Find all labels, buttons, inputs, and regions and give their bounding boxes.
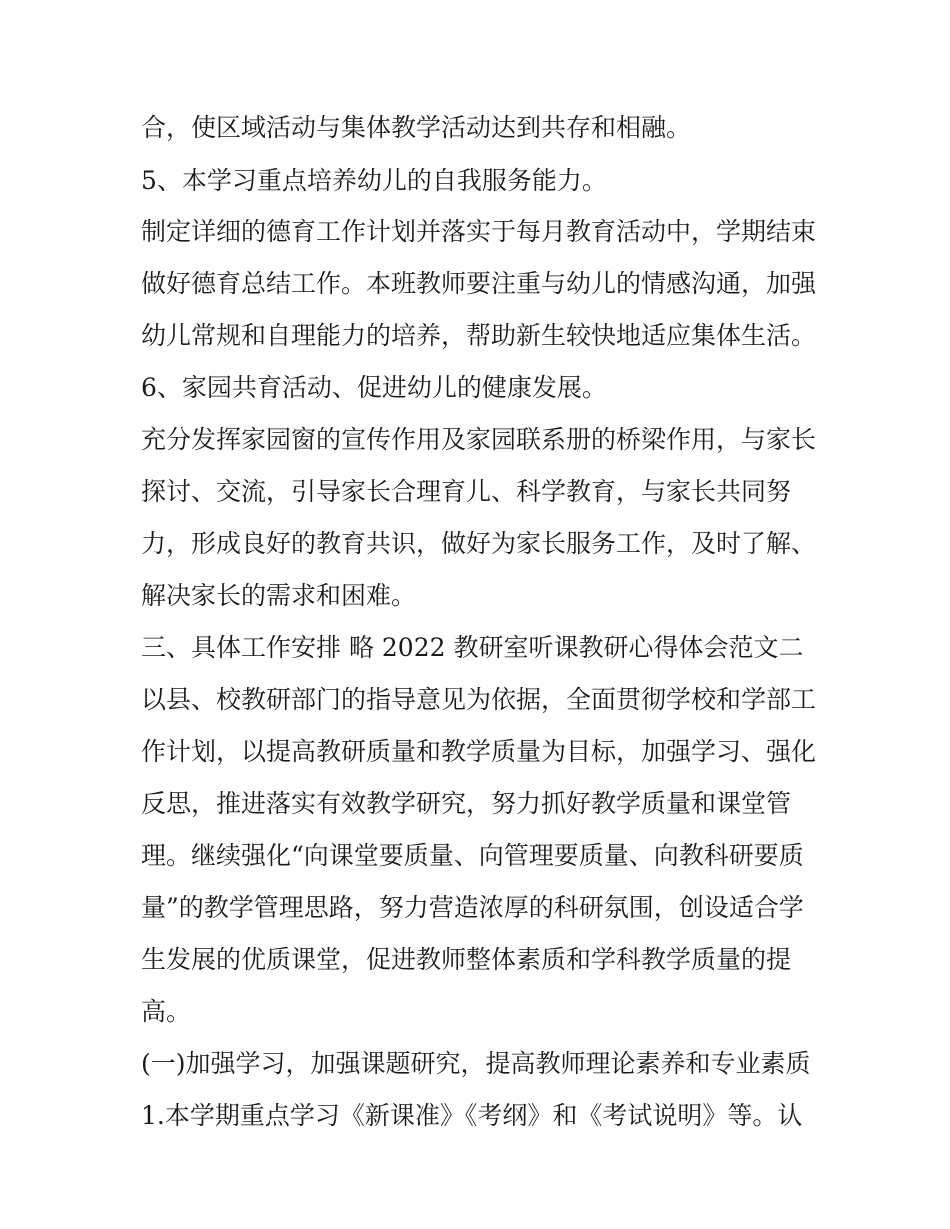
text-line: 制定详细的德育工作计划并落实于每月教育活动中，学期结束 — [141, 217, 817, 246]
text-line: 作计划，以提高教研质量和教学质量为目标，加强学习、强化 — [141, 737, 817, 766]
text-line: 量”的教学管理思路，努力营造浓厚的科研氛围，创设适合学 — [141, 893, 804, 922]
text-line: 做好德育总结工作。本班教师要注重与幼儿的情感沟通，加强 — [141, 269, 817, 298]
text-line: 高。 — [141, 997, 192, 1026]
text-line: 6、家园共育活动、促进幼儿的健康发展。 — [141, 373, 607, 402]
text-line: 生发展的优质课堂，促进教师整体素质和学科教学质量的提 — [141, 945, 792, 974]
text-line: 解决家长的需求和困难。 — [141, 581, 417, 610]
text-line: 1.本学期重点学习《新课准》《考纲》和《考试说明》等。认 — [141, 1101, 803, 1130]
text-line: 以县、校教研部门的指导意见为依据，全面贯彻学校和学部工 — [141, 685, 817, 714]
text-line: 幼儿常规和自理能力的培养，帮助新生较快地适应集体生活。 — [141, 321, 817, 350]
text-line: 理。继续强化“向课堂要质量、向管理要质量、向教科研要质 — [141, 841, 804, 870]
text-line: (一)加强学习，加强课题研究，提高教师理论素养和专业素质 — [141, 1049, 811, 1078]
text-line: 探讨、交流，引导家长合理育儿、科学教育，与家长共同努 — [141, 477, 792, 506]
text-line: 力，形成良好的教育共识，做好为家长服务工作，及时了解、 — [141, 529, 817, 558]
text-line: 反思，推进落实有效教学研究，努力抓好教学质量和课堂管 — [141, 789, 792, 818]
text-line: 5、本学习重点培养幼儿的自我服务能力。 — [141, 166, 607, 195]
text-line: 充分发挥家园窗的宣传作用及家园联系册的桥梁作用，与家长 — [141, 425, 817, 454]
text-line: 合，使区域活动与集体教学活动达到共存和相融。 — [141, 113, 692, 142]
text-line: 三、具体工作安排 略 2022 教研室听课教研心得体会范文二 — [141, 633, 804, 662]
